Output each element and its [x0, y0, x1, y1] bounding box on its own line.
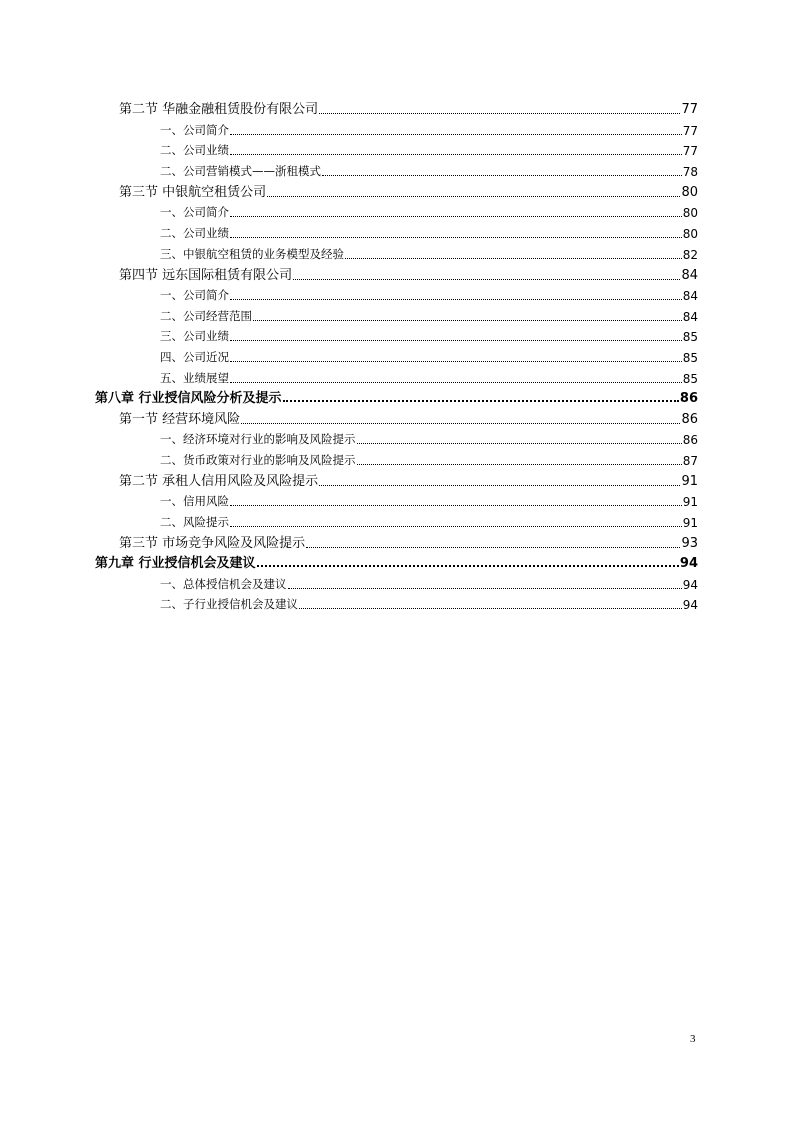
dot-leader — [357, 464, 682, 465]
toc-entry-label: 一、公司简介 — [160, 205, 229, 220]
toc-entry-item[interactable] — [0, 283, 794, 304]
toc-entry-label: 四、公司近况 — [160, 349, 229, 364]
toc-entry-page-number: 86 — [681, 411, 698, 427]
dot-leader — [230, 216, 682, 217]
toc-entry-page-number: 80 — [682, 206, 698, 221]
dot-leader — [253, 320, 682, 321]
toc-entry-item[interactable] — [0, 489, 794, 510]
dot-leader — [267, 196, 680, 197]
toc-entry-label: 第一节 经营环境风险 — [119, 411, 241, 427]
toc-entry-label: 一、信用风险 — [160, 494, 229, 509]
toc-entry-page-number: 86 — [682, 433, 698, 448]
dot-leader — [230, 154, 682, 155]
dot-leader — [257, 565, 679, 567]
toc-entry-page-number: 87 — [682, 453, 698, 468]
toc-entry-section[interactable] — [0, 179, 794, 200]
dot-leader — [299, 608, 682, 609]
toc-entry-label: 第二节 华融金融租赁股份有限公司 — [119, 102, 319, 117]
toc-entry-page-number: 91 — [682, 515, 698, 530]
toc-entry-page-number: 85 — [682, 371, 698, 386]
toc-entry-page-number: 91 — [682, 495, 698, 510]
toc-entry-item[interactable] — [0, 200, 794, 221]
toc-entry-page-number: 91 — [681, 473, 698, 489]
toc-entry-label: 一、总体授信机会及建议 — [160, 576, 287, 591]
toc-entry-page-number: 93 — [681, 535, 698, 551]
toc-entry-label: 五、业绩展望 — [160, 370, 229, 385]
toc-entry-section[interactable] — [0, 262, 794, 283]
toc-entry-page-number: 80 — [681, 184, 698, 200]
toc-entry-page-number: 94 — [682, 577, 698, 592]
toc-entry-section[interactable] — [0, 530, 794, 551]
toc-entry-page-number: 94 — [682, 598, 698, 613]
toc-entry-label: 二、公司营销模式——浙租模式 — [160, 163, 321, 178]
toc-entry-label: 二、子行业授信机会及建议 — [160, 597, 298, 612]
dot-leader — [241, 423, 680, 424]
toc-entry-label: 二、公司经营范围 — [160, 308, 252, 323]
toc-entry-page-number: 86 — [679, 390, 698, 406]
dot-leader — [230, 505, 682, 506]
toc-entry-item[interactable] — [0, 344, 794, 365]
dot-leader — [230, 134, 682, 135]
toc-entry-label: 第三节 中银航空租赁公司 — [119, 184, 267, 200]
dot-leader — [306, 547, 680, 548]
toc-entry-label: 一、经济环境对行业的影响及风险提示 — [160, 432, 356, 447]
dot-leader — [319, 113, 680, 114]
toc-entry-page-number: 84 — [681, 267, 698, 283]
toc-entry-label: 第八章 行业授信风险分析及提示 — [95, 390, 282, 406]
dot-leader — [283, 400, 679, 402]
toc-entry-item[interactable] — [0, 138, 794, 159]
toc-entry-item[interactable] — [0, 303, 794, 324]
dot-leader — [319, 485, 680, 486]
toc-entry-item[interactable] — [0, 447, 794, 468]
toc-entry-page-number: 77 — [682, 123, 698, 138]
toc-entry-label: 第九章 行业授信机会及建议 — [95, 555, 256, 571]
toc-entry-label: 二、货币政策对行业的影响及风险提示 — [160, 452, 356, 467]
toc-entry-label: 二、公司业绩 — [160, 225, 229, 240]
toc-entry-page-number: 80 — [682, 226, 698, 241]
dot-leader — [230, 361, 682, 362]
dot-leader — [230, 382, 682, 383]
toc-entry-page-number: 78 — [682, 164, 698, 179]
toc-entry-label: 二、公司业绩 — [160, 143, 229, 158]
toc-entry-label: 一、公司简介 — [160, 288, 229, 303]
table-of-contents — [0, 96, 794, 612]
toc-entry-label: 三、公司业绩 — [160, 329, 229, 344]
toc-entry-label: 第四节 远东国际租赁有限公司 — [119, 267, 293, 283]
toc-entry-item[interactable] — [0, 571, 794, 592]
toc-entry-section[interactable] — [0, 406, 794, 427]
toc-entry-label: 一、公司简介 — [160, 122, 229, 137]
toc-entry-page-number: 82 — [682, 247, 698, 262]
toc-entry-label: 三、中银航空租赁的业务模型及经验 — [160, 246, 344, 261]
toc-entry-item[interactable] — [0, 220, 794, 241]
page-number: 3 — [690, 1033, 696, 1045]
toc-entry-item[interactable] — [0, 324, 794, 345]
toc-entry-page-number: 84 — [682, 309, 698, 324]
toc-entry-chapter[interactable] — [0, 386, 794, 406]
toc-entry-label: 第二节 承租人信用风险及风险提示 — [119, 473, 319, 489]
toc-entry-section[interactable] — [0, 96, 794, 117]
dot-leader — [293, 279, 680, 280]
dot-leader — [230, 299, 682, 300]
toc-entry-chapter[interactable] — [0, 551, 794, 571]
toc-entry-label: 第三节 市场竞争风险及风险提示 — [119, 535, 306, 551]
toc-entry-section[interactable] — [0, 468, 794, 489]
dot-leader — [230, 340, 682, 341]
toc-entry-item[interactable] — [0, 427, 794, 448]
dot-leader — [357, 443, 682, 444]
toc-entry-page-number: 85 — [682, 330, 698, 345]
toc-entry-item[interactable] — [0, 365, 794, 386]
toc-entry-page-number: 94 — [679, 555, 698, 571]
toc-entry-page-number: 85 — [682, 350, 698, 365]
toc-entry-item[interactable] — [0, 117, 794, 138]
dot-leader — [230, 526, 682, 527]
toc-entry-item[interactable] — [0, 241, 794, 262]
toc-entry-page-number: 77 — [681, 102, 698, 117]
dot-leader — [288, 588, 682, 589]
toc-entry-item[interactable] — [0, 158, 794, 179]
dot-leader — [345, 258, 682, 259]
toc-entry-label: 二、风险提示 — [160, 514, 229, 529]
toc-entry-item[interactable] — [0, 509, 794, 530]
toc-entry-page-number: 84 — [682, 289, 698, 304]
dot-leader — [230, 237, 682, 238]
dot-leader — [322, 175, 682, 176]
toc-entry-item[interactable] — [0, 592, 794, 613]
toc-entry-page-number: 77 — [682, 144, 698, 159]
